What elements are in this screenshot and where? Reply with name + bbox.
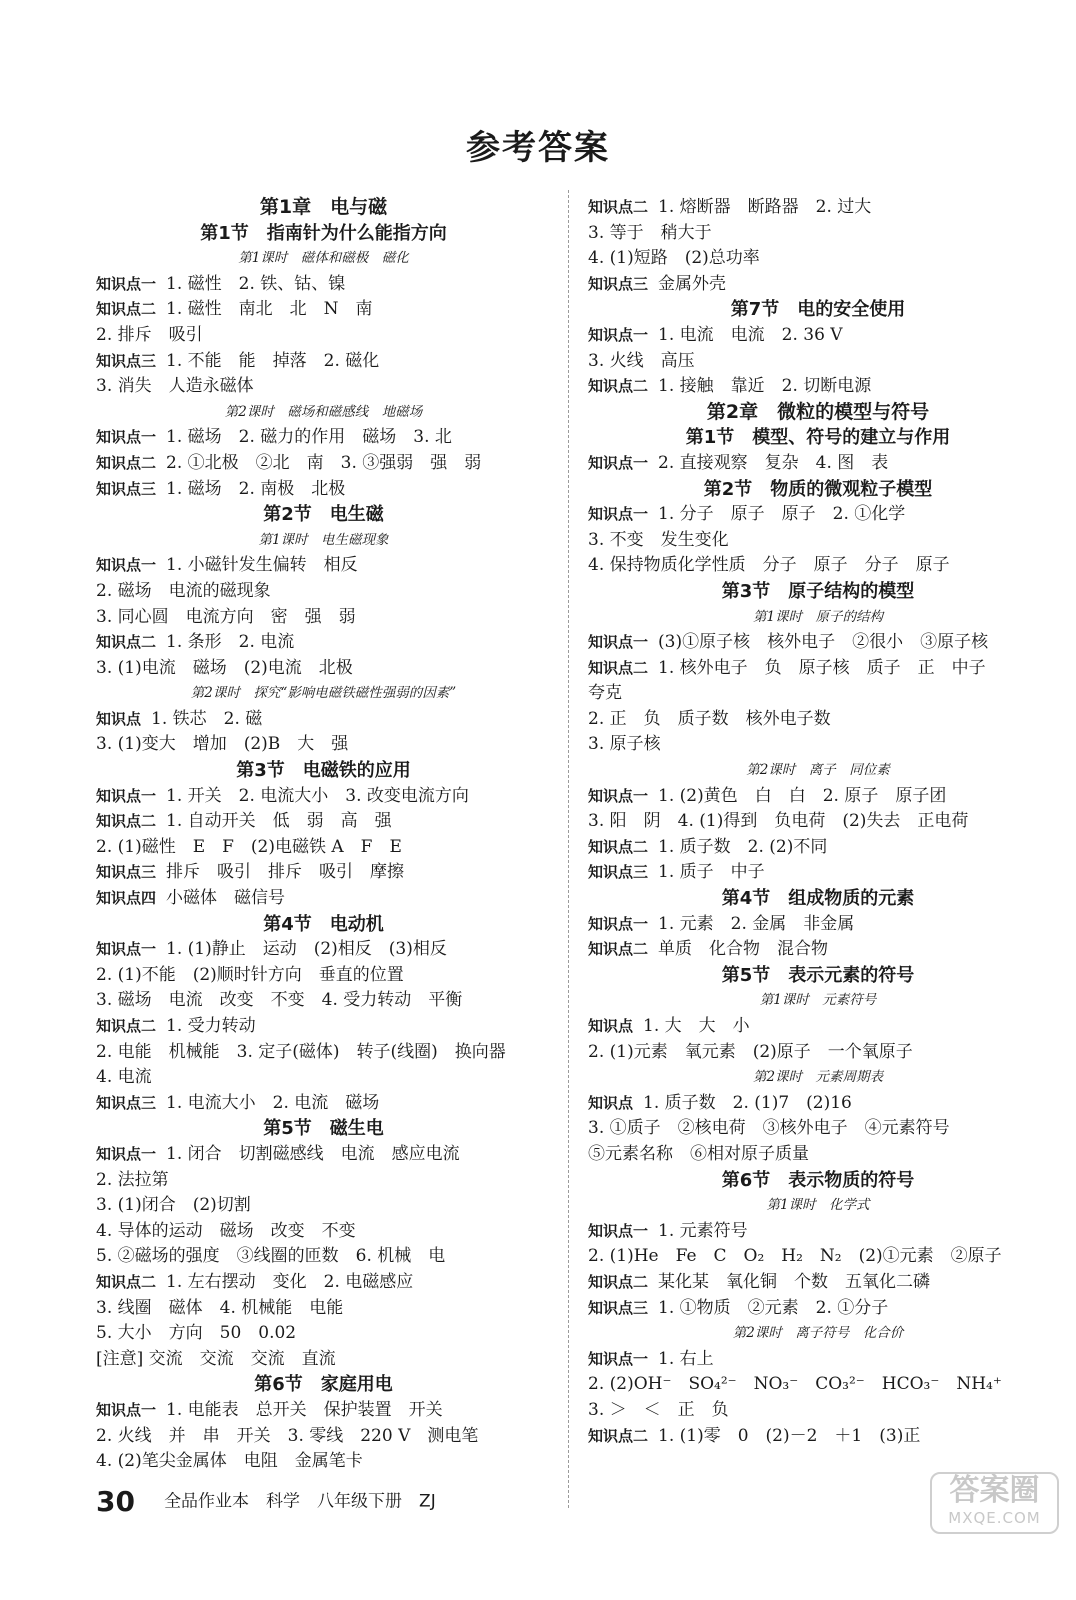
line-text: 1. 电流大小 2. 电流 磁场: [166, 1092, 380, 1113]
answer-line: [96, 988, 551, 1014]
line-text: 4. 电流: [96, 1067, 152, 1088]
section-heading: [96, 758, 551, 784]
line-text: 第2节 电生磁: [263, 504, 384, 526]
line-text: 3. (1)变大 增加 (2)B 大 强: [96, 734, 349, 755]
answer-line: [588, 937, 1048, 963]
section-heading: [588, 477, 1048, 503]
line-text: 1. 元素 2. 金属 非金属: [658, 913, 855, 934]
knowledge-point-label: 知识点三: [588, 274, 649, 293]
answer-line: [588, 349, 1048, 375]
lesson-heading: [96, 681, 551, 707]
answer-line: [588, 374, 1048, 400]
line-text: 2. 排斥 吸引: [96, 324, 203, 345]
knowledge-point-label: 知识点三: [96, 1093, 157, 1112]
answer-line: [96, 784, 551, 810]
line-text: 1. 电流 电流 2. 36 V: [658, 324, 843, 345]
knowledge-point-label: 知识点二: [96, 812, 157, 831]
line-text: 3. (1)电流 磁场 (2)电流 北极: [96, 657, 353, 678]
answer-line: [588, 1116, 1048, 1142]
answer-line: [96, 707, 551, 733]
answer-line: [96, 579, 551, 605]
knowledge-point-label: 知识点二: [96, 633, 157, 652]
line-text: 第3节 原子结构的模型: [721, 580, 915, 602]
line-text: 1. 条形 2. 电流: [166, 632, 295, 653]
line-text: 3. 线圈 磁体 4. 机械能 电能: [96, 1297, 344, 1318]
line-text: 3. 同心圆 电流方向 密 强 弱: [96, 606, 356, 627]
answer-line: [588, 681, 1048, 707]
answer-line: [96, 1014, 551, 1040]
line-text: 1. 核外电子 负 原子核 质子 正 中子: [658, 657, 986, 678]
line-text: 3. 磁场 电流 改变 不变 4. 受力转动 平衡: [96, 990, 463, 1011]
section-heading: [588, 579, 1048, 605]
line-text: 某化某 氧化铜 个数 五氧化二磷: [658, 1271, 931, 1292]
knowledge-point-label: 知识点一: [588, 505, 649, 524]
answer-line: [96, 1219, 551, 1245]
knowledge-point-label: 知识点三: [96, 351, 157, 370]
answer-line: [588, 809, 1048, 835]
answer-line: [588, 1014, 1048, 1040]
line-text: 第4节 组成物质的元素: [721, 888, 915, 910]
line-text: 2. (1)He Fe C O₂ H₂ N₂ (2)①元素 ②原子: [588, 1246, 1002, 1267]
column-divider: [568, 190, 570, 1508]
answer-line: [588, 784, 1048, 810]
section-heading: [588, 886, 1048, 912]
knowledge-point-label: 知识点一: [96, 274, 157, 293]
chapter-heading: [96, 195, 551, 221]
section-heading: [588, 425, 1048, 451]
knowledge-point-label: 知识点: [96, 709, 142, 728]
lesson-heading: [588, 605, 1048, 631]
answer-line: [588, 553, 1048, 579]
section-heading: [96, 1372, 551, 1398]
answer-line: [96, 272, 551, 298]
answer-line: [588, 502, 1048, 528]
knowledge-point-label: 知识点一: [96, 1400, 157, 1419]
answer-line: [96, 349, 551, 375]
lesson-heading: [96, 246, 551, 272]
section-heading: [96, 1116, 551, 1142]
line-text: [注意] 交流 交流 交流 直流: [96, 1348, 336, 1369]
knowledge-point-label: 知识点一: [96, 556, 157, 575]
line-text: 第2章 微粒的模型与符号: [706, 400, 930, 423]
line-text: 3. 等于 稍大于: [588, 222, 712, 243]
line-text: 3. (1)闭合 (2)切割: [96, 1195, 251, 1216]
knowledge-point-label: 知识点四: [96, 889, 157, 908]
line-text: 3. 火线 高压: [588, 350, 695, 371]
line-text: 5. 大小 方向 50 0.02: [96, 1323, 297, 1344]
line-text: 1. 质子数 2. (2)不同: [658, 836, 828, 857]
answer-line: [96, 1065, 551, 1091]
knowledge-point-label: 知识点一: [96, 786, 157, 805]
knowledge-point-label: 知识点一: [588, 914, 649, 933]
answer-line: [588, 1398, 1048, 1424]
answer-line: [588, 912, 1048, 938]
line-text: 第3节 电磁铁的应用: [236, 760, 411, 782]
answer-line: [588, 1091, 1048, 1117]
answer-line: [96, 553, 551, 579]
answer-line: [96, 860, 551, 886]
section-heading: [588, 297, 1048, 323]
line-text: 2. 火线 并 串 开关 3. 零线 220 V 测电笔: [96, 1425, 479, 1446]
right-column: [588, 195, 1048, 1449]
line-text: 第2课时 离子符号 化合价: [732, 1325, 904, 1342]
answer-line: [588, 1372, 1048, 1398]
line-text: 1. 电能表 总开关 保护装置 开关: [166, 1399, 443, 1420]
answer-line: [96, 374, 551, 400]
line-text: 1. 闭合 切割磁感线 电流 感应电流: [166, 1143, 460, 1164]
answer-line: [96, 1142, 551, 1168]
answer-line: [96, 1270, 551, 1296]
line-text: 4. (2)笔尖金属体 电阻 金属笔卡: [96, 1451, 363, 1472]
answer-line: [96, 835, 551, 861]
answer-line: [588, 323, 1048, 349]
knowledge-point-label: 知识点: [588, 1017, 634, 1035]
line-text: 1. (2)黄色 白 白 2. 原子 原子团: [658, 785, 947, 806]
answer-line: [96, 886, 551, 912]
line-text: 第1课时 元素符号: [759, 992, 877, 1009]
answer-line: [588, 707, 1048, 733]
line-text: 2. (1)磁性 E F (2)电磁铁 A F E: [96, 836, 402, 857]
knowledge-point-label: 知识点二: [588, 940, 649, 959]
line-text: 2. 磁场 电流的磁现象: [96, 580, 271, 601]
line-text: 1. ①物质 ②元素 2. ①分子: [658, 1297, 889, 1318]
answer-line: [588, 732, 1048, 758]
line-text: 1. 磁场 2. 磁力的作用 磁场 3. 北: [166, 427, 452, 448]
answer-line: [96, 297, 551, 323]
answer-line: [588, 246, 1048, 272]
line-text: 第1课时 化学式: [766, 1197, 870, 1214]
line-text: 1. 受力转动: [166, 1016, 256, 1036]
answer-line: [588, 221, 1048, 247]
answer-line: [96, 732, 551, 758]
line-text: 第1章 电与磁: [259, 196, 388, 218]
line-text: 第1节 模型、符号的建立与作用: [685, 427, 951, 449]
line-text: 1. 熔断器 断路器 2. 过大: [658, 197, 872, 217]
knowledge-point-label: 知识点二: [588, 837, 649, 856]
answer-line: [588, 1142, 1048, 1168]
line-text: 1. 分子 原子 原子 2. ①化学: [658, 504, 906, 525]
knowledge-point-label: 知识点二: [588, 1426, 649, 1445]
answer-line: [96, 809, 551, 835]
answer-line: [96, 630, 551, 656]
line-text: 2. 正 负 质子数 核外电子数: [588, 708, 831, 729]
answer-line: [588, 1244, 1048, 1270]
knowledge-point-label: 知识点二: [96, 1017, 157, 1035]
answer-line: [588, 835, 1048, 861]
knowledge-point-label: 知识点三: [96, 479, 157, 498]
section-heading: [96, 912, 551, 938]
answer-line: [96, 1244, 551, 1270]
section-heading: [96, 502, 551, 528]
line-text: 第2课时 元素周期表: [752, 1069, 884, 1086]
line-text: 1. 元素符号: [658, 1220, 748, 1241]
knowledge-point-label: 知识点二: [588, 658, 649, 677]
answer-line: [588, 195, 1048, 221]
page-title: 参考答案: [466, 128, 610, 168]
knowledge-point-label: 知识点三: [588, 863, 649, 882]
answer-line: [96, 1321, 551, 1347]
answer-line: [588, 1040, 1048, 1066]
lesson-heading: [588, 1065, 1048, 1091]
answer-line: [96, 425, 551, 451]
answer-line: [588, 1424, 1048, 1450]
knowledge-point-label: 知识点二: [588, 1272, 649, 1291]
line-text: 1. 磁场 2. 南极 北极: [166, 478, 346, 499]
line-text: 1. 质子 中子: [658, 862, 765, 883]
answer-line: [588, 1219, 1048, 1245]
line-text: 1. 不能 能 掉落 2. 磁化: [166, 350, 380, 371]
line-text: 1. 铁芯 2. 磁: [151, 708, 263, 729]
answer-line: [96, 937, 551, 963]
line-text: 小磁体 磁信号: [166, 888, 286, 909]
line-text: 1. 磁性 南北 北 N 南: [166, 299, 373, 320]
knowledge-point-label: 知识点二: [96, 300, 157, 319]
answer-line: [96, 1424, 551, 1450]
answer-line: [96, 1398, 551, 1424]
answer-line: [96, 1449, 551, 1475]
answer-line: [588, 272, 1048, 298]
line-text: 3. 消失 人造永磁体: [96, 376, 254, 397]
answer-line: [588, 528, 1048, 554]
left-column: [96, 195, 551, 1475]
watermark-title: 答案圈: [949, 1473, 1040, 1508]
section-heading: [588, 1168, 1048, 1194]
line-text: 3. 阳 阴 4. (1)得到 负电荷 (2)失去 正电荷: [588, 811, 969, 832]
line-text: 第1课时 原子的结构: [752, 608, 884, 625]
line-text: 1. 自动开关 低 弱 高 强: [166, 811, 392, 832]
line-text: 第4节 电动机: [263, 913, 384, 935]
answer-line: [96, 477, 551, 503]
knowledge-point-label: 知识点: [588, 1093, 634, 1112]
page-number: 30: [96, 1484, 135, 1518]
answer-line: [96, 656, 551, 682]
line-text: 第1课时 电生磁现象: [258, 531, 389, 548]
watermark-logo: [930, 1472, 1059, 1534]
knowledge-point-label: 知识点三: [96, 863, 157, 882]
answer-line: [96, 1091, 551, 1117]
line-text: 夸克: [588, 683, 622, 704]
answer-line: [588, 656, 1048, 682]
line-text: 单质 化合物 混合物: [658, 939, 829, 960]
knowledge-point-label: 知识点一: [588, 633, 649, 652]
line-text: 第2课时 探究“影响电磁铁磁性强弱的因素”: [190, 685, 457, 702]
line-text: 3. 不变 发生变化: [588, 529, 729, 550]
line-text: 2. 电能 机械能 3. 定子(磁体) 转子(线圈) 换向器: [96, 1041, 506, 1062]
line-text: ⑤元素名称 ⑥相对原子质量: [588, 1143, 809, 1164]
footer: [96, 1484, 436, 1518]
line-text: 2. ①北极 ②北 南 3. ③强弱 强 弱: [166, 452, 482, 473]
knowledge-point-label: 知识点一: [588, 1221, 649, 1240]
section-heading: [96, 221, 551, 247]
line-text: 2. (1)元素 氧元素 (2)原子 一个氧原子: [588, 1041, 913, 1062]
watermark-url: MXQE.COM: [948, 1509, 1041, 1527]
line-text: 第2节 物质的微观粒子模型: [703, 478, 933, 500]
knowledge-point-label: 知识点一: [96, 1144, 157, 1163]
answer-line: [588, 630, 1048, 656]
section-heading: [588, 963, 1048, 989]
line-text: 第6节 家庭用电: [254, 1374, 393, 1396]
lesson-heading: [96, 400, 551, 426]
line-text: 1. 接触 靠近 2. 切断电源: [658, 376, 872, 397]
line-text: 2. (2)OH⁻ SO₄²⁻ NO₃⁻ CO₃²⁻ HCO₃⁻ NH₄⁺: [588, 1374, 1002, 1395]
lesson-heading: [588, 1321, 1048, 1347]
line-text: 第5节 磁生电: [263, 1118, 384, 1140]
knowledge-point-label: 知识点一: [588, 1349, 649, 1368]
line-text: 4. (1)短路 (2)总功率: [588, 248, 760, 269]
line-text: 3. 原子核: [588, 734, 661, 755]
line-text: 第6节 表示物质的符号: [721, 1169, 915, 1191]
knowledge-point-label: 知识点一: [588, 325, 649, 344]
answer-line: [96, 1347, 551, 1373]
knowledge-point-label: 知识点二: [96, 1272, 157, 1291]
line-text: 2. 直接观察 复杂 4. 图 表: [658, 452, 889, 473]
line-text: 3. ①质子 ②核电荷 ③核外电子 ④元素符号: [588, 1118, 950, 1139]
answer-line: [588, 1347, 1048, 1373]
line-text: 第2课时 离子 同位素: [746, 762, 890, 779]
line-text: 3. ＞ ＜ 正 负: [588, 1399, 729, 1420]
line-text: 1. (1)零 0 (2)－2 ＋1 (3)正: [658, 1425, 921, 1446]
knowledge-point-label: 知识点三: [588, 1298, 649, 1317]
answer-line: [588, 860, 1048, 886]
chapter-heading: [588, 400, 1048, 426]
knowledge-point-label: 知识点一: [96, 940, 157, 959]
line-text: 第2课时 磁场和磁感线 地磁场: [224, 403, 423, 420]
line-text: 1. 右上: [658, 1348, 714, 1369]
line-text: 1. 小磁针发生偏转 相反: [166, 555, 358, 576]
answer-line: [588, 1270, 1048, 1296]
answer-line: [96, 1168, 551, 1194]
line-text: 1. 大 大 小: [643, 1016, 750, 1036]
line-text: 第1节 指南针为什么能指方向: [200, 222, 447, 244]
line-text: 金属外壳: [658, 273, 727, 294]
answer-line: [96, 1040, 551, 1066]
line-text: 第1课时 磁体和磁极 磁化: [238, 250, 409, 267]
knowledge-point-label: 知识点一: [588, 453, 649, 472]
line-text: 1. 质子数 2. (1)7 (2)16: [643, 1092, 852, 1113]
line-text: 4. 保持物质化学性质 分子 原子 分子 原子: [588, 555, 950, 576]
line-text: 5. ②磁场的强度 ③线圈的匝数 6. 机械 电: [96, 1246, 446, 1267]
line-text: 1. 左右摆动 变化 2. 电磁感应: [166, 1271, 414, 1292]
knowledge-point-label: 知识点二: [96, 453, 157, 472]
knowledge-point-label: 知识点二: [588, 377, 649, 396]
answer-line: [588, 1296, 1048, 1322]
footer-text: 全品作业本 科学 八年级下册 ZJ: [164, 1491, 436, 1512]
answer-line: [96, 605, 551, 631]
line-text: 2. 法拉第: [96, 1169, 169, 1190]
line-text: (3)①原子核 核外电子 ②很小 ③原子核: [658, 632, 989, 653]
answer-line: [96, 451, 551, 477]
answer-line: [588, 451, 1048, 477]
line-text: 1. (1)静止 运动 (2)相反 (3)相反: [166, 939, 447, 960]
line-text: 2. (1)不能 (2)顺时针方向 垂直的位置: [96, 964, 404, 985]
answer-line: [96, 323, 551, 349]
answer-line: [96, 1296, 551, 1322]
lesson-heading: [588, 1193, 1048, 1219]
lesson-heading: [96, 528, 551, 554]
knowledge-point-label: 知识点一: [96, 428, 157, 447]
lesson-heading: [588, 988, 1048, 1014]
line-text: 1. 开关 2. 电流大小 3. 改变电流方向: [166, 785, 469, 806]
lesson-heading: [588, 758, 1048, 784]
line-text: 1. 磁性 2. 铁、钴、镍: [166, 273, 346, 294]
line-text: 排斥 吸引 排斥 吸引 摩擦: [166, 862, 405, 883]
line-text: 4. 导体的运动 磁场 改变 不变: [96, 1220, 356, 1241]
line-text: 第7节 电的安全使用: [730, 299, 906, 321]
knowledge-point-label: 知识点一: [588, 786, 649, 805]
line-text: 第5节 表示元素的符号: [721, 964, 915, 986]
knowledge-point-label: 知识点二: [588, 198, 649, 216]
answer-line: [96, 963, 551, 989]
answer-line: [96, 1193, 551, 1219]
